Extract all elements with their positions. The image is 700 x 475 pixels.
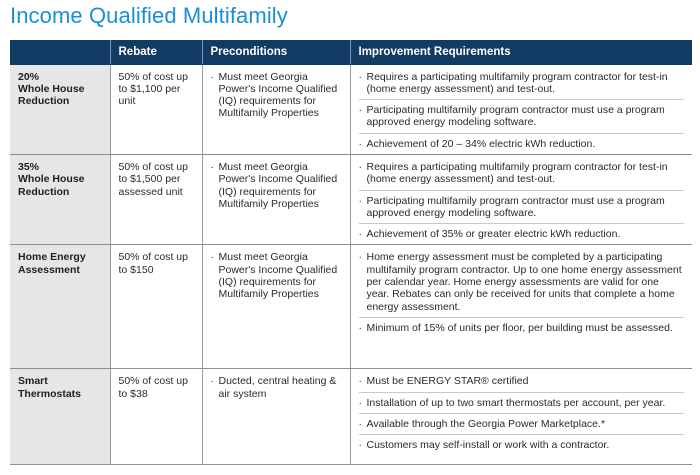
header-preconditions: Preconditions xyxy=(202,40,350,64)
precondition-cell xyxy=(202,64,350,154)
rebate-cell xyxy=(110,64,202,154)
requirement-item: · Participating multifamily program contractor must use a program approved energy modeling software. xyxy=(359,104,685,134)
rebate-text: 50% of cost up to $38 xyxy=(118,375,188,400)
program-name-line: 35% xyxy=(18,160,40,173)
table-row xyxy=(10,369,692,465)
precondition-cell xyxy=(202,245,350,369)
header-rebate: Rebate xyxy=(110,40,202,64)
program-name-line: Reduction xyxy=(18,185,70,198)
table-header-row xyxy=(10,40,692,64)
precondition-text: · Ducted, central heating & air system xyxy=(211,375,342,400)
program-name-line: Smart xyxy=(18,375,48,388)
table-row xyxy=(10,64,692,154)
requirement-item: · Achievement of 35% or greater electric kWh reduction. xyxy=(359,228,685,244)
program-name xyxy=(10,245,110,369)
program-name-line: Whole House xyxy=(18,173,85,186)
rebate-table xyxy=(10,40,692,465)
precondition-cell xyxy=(202,369,350,465)
requirement-item: · Installation of up to two smart thermostats per account, per year. xyxy=(359,397,685,414)
requirement-item: · Requires a participating multifamily program contractor for test-in (home energy assessment) and test-out. xyxy=(359,161,685,191)
program-name-line: Thermostats xyxy=(18,387,82,400)
requirements-cell xyxy=(350,154,692,244)
program-name xyxy=(10,369,110,465)
rebate-cell xyxy=(110,369,202,465)
requirement-item: · Participating multifamily program contractor must use a program approved energy modeling software. xyxy=(359,195,685,225)
requirement-item: · Must be ENERGY STAR® certified xyxy=(359,375,685,392)
table-row xyxy=(10,245,692,369)
rebate-text: 50% of cost up to $150 xyxy=(118,251,188,276)
program-name-line: Reduction xyxy=(18,95,70,108)
rebate-text: 50% of cost up to $1,500 per assessed unit xyxy=(118,160,188,198)
program-name-line: Assessment xyxy=(18,263,80,276)
precondition-text: · Must meet Georgia Power's Income Qualified (IQ) requirements for Multifamily Properties xyxy=(211,161,342,210)
precondition-cell xyxy=(202,154,350,244)
precondition-text: · Must meet Georgia Power's Income Qualified (IQ) requirements for Multifamily Properties xyxy=(211,71,342,120)
header-program xyxy=(10,40,110,64)
requirement-item: · Home energy assessment must be completed by a participating multifamily program contractor. Up to one home energy assessment per calendar year. Home energy assessments are valid for one year. Rebates can only be received for units that complete a home energy assessment. xyxy=(359,251,685,317)
requirement-item: · Achievement of 20 – 34% electric kWh reduction. xyxy=(359,138,685,154)
requirements-cell xyxy=(350,245,692,369)
requirements-cell xyxy=(350,369,692,465)
program-name xyxy=(10,154,110,244)
requirements-cell xyxy=(350,64,692,154)
precondition-text: · Must meet Georgia Power's Income Qualified (IQ) requirements for Multifamily Properties xyxy=(211,251,342,300)
program-name-line: Whole House xyxy=(18,82,85,95)
rebate-cell xyxy=(110,245,202,369)
requirement-item: · Requires a participating multifamily program contractor for test-in (home energy assessment) and test-out. xyxy=(359,71,685,101)
rebate-text: 50% of cost up to $1,100 per unit xyxy=(118,70,188,108)
rebate-cell xyxy=(110,154,202,244)
requirement-item: · Customers may self-install or work with a contractor. xyxy=(359,439,685,455)
page-title: Income Qualified Multifamily xyxy=(10,3,288,28)
header-improvement-requirements: Improvement Requirements xyxy=(350,40,692,64)
requirement-item: · Available through the Georgia Power Marketplace.* xyxy=(359,418,685,435)
table-row xyxy=(10,154,692,244)
program-name-line: 20% xyxy=(18,70,40,83)
requirement-item: · Minimum of 15% of units per floor, per building must be assessed. xyxy=(359,322,685,338)
program-name-line: Home Energy xyxy=(18,251,86,264)
program-name xyxy=(10,64,110,154)
